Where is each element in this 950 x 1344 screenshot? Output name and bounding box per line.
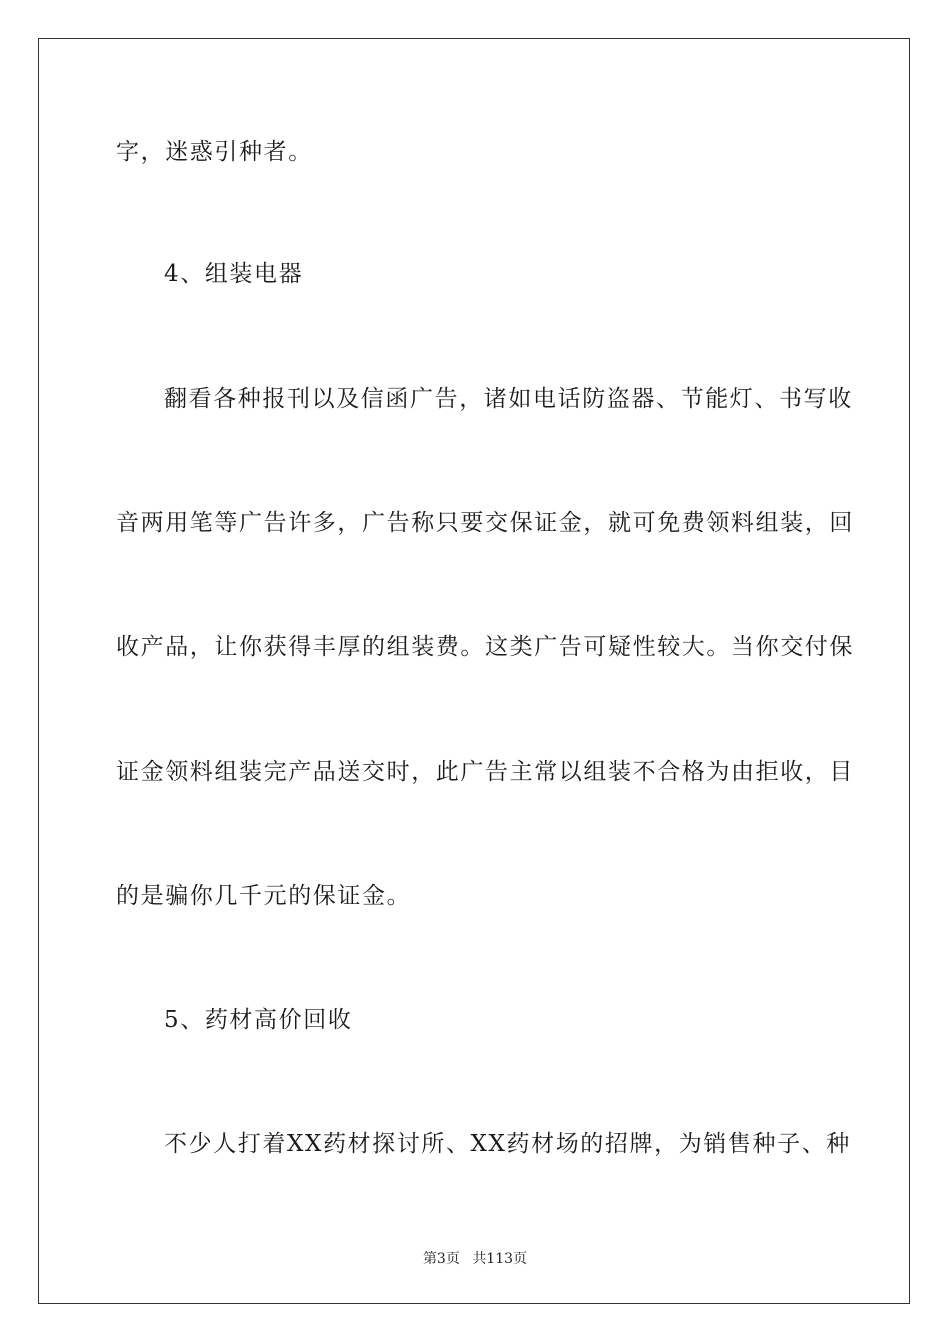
page-border	[38, 38, 910, 1304]
paragraph-line: 不少人打着XX药材探讨所、XX药材场的招牌，为销售种子、种	[164, 1131, 851, 1157]
paragraph-line: 音两用笔等广告许多，广告称只要交保证金，就可免费领料组装，回	[116, 510, 854, 536]
paragraph-line: 的是骗你几千元的保证金。	[116, 883, 412, 909]
page-number: 第3页	[422, 1251, 460, 1267]
section-heading: 4、组装电器	[164, 261, 304, 287]
paragraph-line: 字，迷惑引种者。	[116, 139, 313, 165]
page-total: 共113页	[472, 1251, 528, 1267]
paragraph-line: 证金领料组装完产品送交时，此广告主常以组装不合格为由拒收，目	[116, 759, 854, 785]
page-footer	[0, 1248, 950, 1268]
paragraph-line: 收产品，让你获得丰厚的组装费。这类广告可疑性较大。当你交付保	[116, 634, 854, 660]
paragraph-line: 翻看各种报刊以及信函广告，诸如电话防盗器、节能灯、书写收	[164, 386, 853, 412]
section-heading: 5、药材高价回收	[164, 1007, 353, 1033]
